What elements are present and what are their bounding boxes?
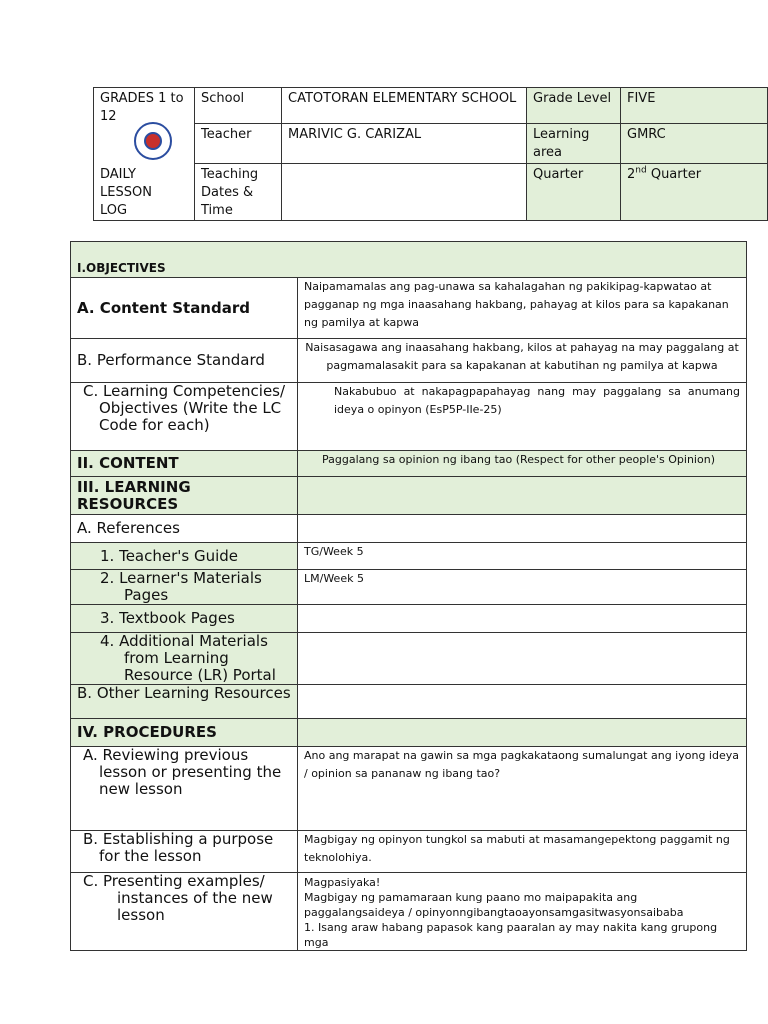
procedures-value [298,719,747,747]
additional-materials-value [298,633,747,685]
grades-cell [94,88,195,221]
teachers-guide-value: TG/Week 5 [298,543,747,570]
examples-line-2: Magbigay ng pamamaraan kung paano mo maipapakita ang paggalangsaideya / opinyonngibangtaoayonsamgasitwasyonsaibaba [304,891,684,919]
purpose-text: B. Establishing a purpose for the lesson [83,830,274,865]
other-resources-value [298,685,747,719]
objectives-row [71,242,747,278]
quarter-value [621,163,768,220]
deped-seal-icon [134,122,172,160]
competencies-label [71,383,298,451]
examples-line-1: Magpasiyaka! [304,876,381,889]
content-standard-value: Naipamamalas ang pag-unawa sa kahalagahan ng pakikipag-kapwatao at pagganap ng mga inaasahang hakbang, pahayag at kilos para sa kapakanan ng pamilya at kapwa [298,278,747,339]
learning-resources-value [298,477,747,515]
textbook-value [298,605,747,633]
quarter-number: 2 [627,166,636,182]
performance-standard-label: B. Performance Standard [71,339,298,383]
learning-area-value: GMRC [621,124,768,163]
references-value [298,515,747,543]
teachers-guide-label [71,543,298,570]
quarter-word: Quarter [646,166,702,182]
grade-level-value: FIVE [621,88,768,124]
quarter-suffix: nd [635,165,647,176]
teacher-label: Teacher [195,124,282,163]
quarter-label: Quarter [527,163,621,220]
additional-materials-text: 4. Additional Materials from Learning Resource (LR) Portal [100,632,276,684]
teaching-dates-value [282,163,527,220]
procedures-heading: IV. PROCEDURES [71,719,298,747]
reviewing-value: Ano ang marapat na gawin sa mga pagkakataong sumalungat ang iyong ideya / opinion sa pananaw ng ibang tao? [298,747,747,831]
purpose-value: Magbigay ng opinyon tungkol sa mabuti at masamangepektong paggamit ng teknolohiya. [298,831,747,873]
grades-label: GRADES 1 to 12 [100,91,184,124]
learners-materials-value: LM/Week 5 [298,570,747,605]
textbook-label [71,605,298,633]
objectives-heading: I.OBJECTIVES [77,261,166,275]
textbook-text: 3. Textbook Pages [100,609,235,627]
references-label: A. References [71,515,298,543]
teaching-dates-label: Teaching Dates & Time [195,163,282,220]
reviewing-label [71,747,298,831]
content-standard-label: A. Content Standard [71,278,298,339]
learners-materials-text: 2. Learner's Materials Pages [100,569,262,604]
lesson-log-table [70,241,747,951]
learning-area-label: Learning area [527,124,621,163]
additional-materials-label [71,633,298,685]
examples-value [298,873,747,951]
teacher-value: MARIVIC G. CARIZAL [282,124,527,163]
examples-text: C. Presenting examples/ instances of the new lesson [83,872,273,924]
daily-lesson-log-label: DAILY LESSON LOG [100,167,152,218]
learners-materials-label [71,570,298,605]
competencies-text: C. Learning Competencies/ Objectives (Write the LC Code for each) [83,382,286,434]
purpose-label [71,831,298,873]
reviewing-text: A. Reviewing previous lesson or presenting the new lesson [83,746,282,798]
performance-standard-value: Naisasagawa ang inaasahang hakbang, kilos at pahayag na may paggalang at pagmamalasakit para sa kapakanan at kabutihan ng pamilya at kapwa [298,339,747,383]
content-heading: II. CONTENT [71,451,298,477]
examples-label [71,873,298,951]
examples-line-3: 1. Isang araw habang papasok kang paaralan ay may nakita kang grupong mga [304,921,718,949]
teachers-guide-text: 1. Teacher's Guide [100,546,239,565]
other-resources-text: B. Other Learning Resources [77,684,291,702]
other-resources-label [71,685,298,719]
content-value: Paggalang sa opinion ng ibang tao (Respect for other people's Opinion) [298,451,747,477]
school-label: School [195,88,282,124]
school-value: CATOTORAN ELEMENTARY SCHOOL [282,88,527,124]
competencies-value: Nakabubuo at nakapagpapahayag nang may paggalang sa anumang ideya o opinyon (EsP5P-IIe-25) [298,383,747,451]
header-table [93,87,768,221]
grade-level-label: Grade Level [527,88,621,124]
learning-resources-heading: III. LEARNING RESOURCES [71,477,298,515]
